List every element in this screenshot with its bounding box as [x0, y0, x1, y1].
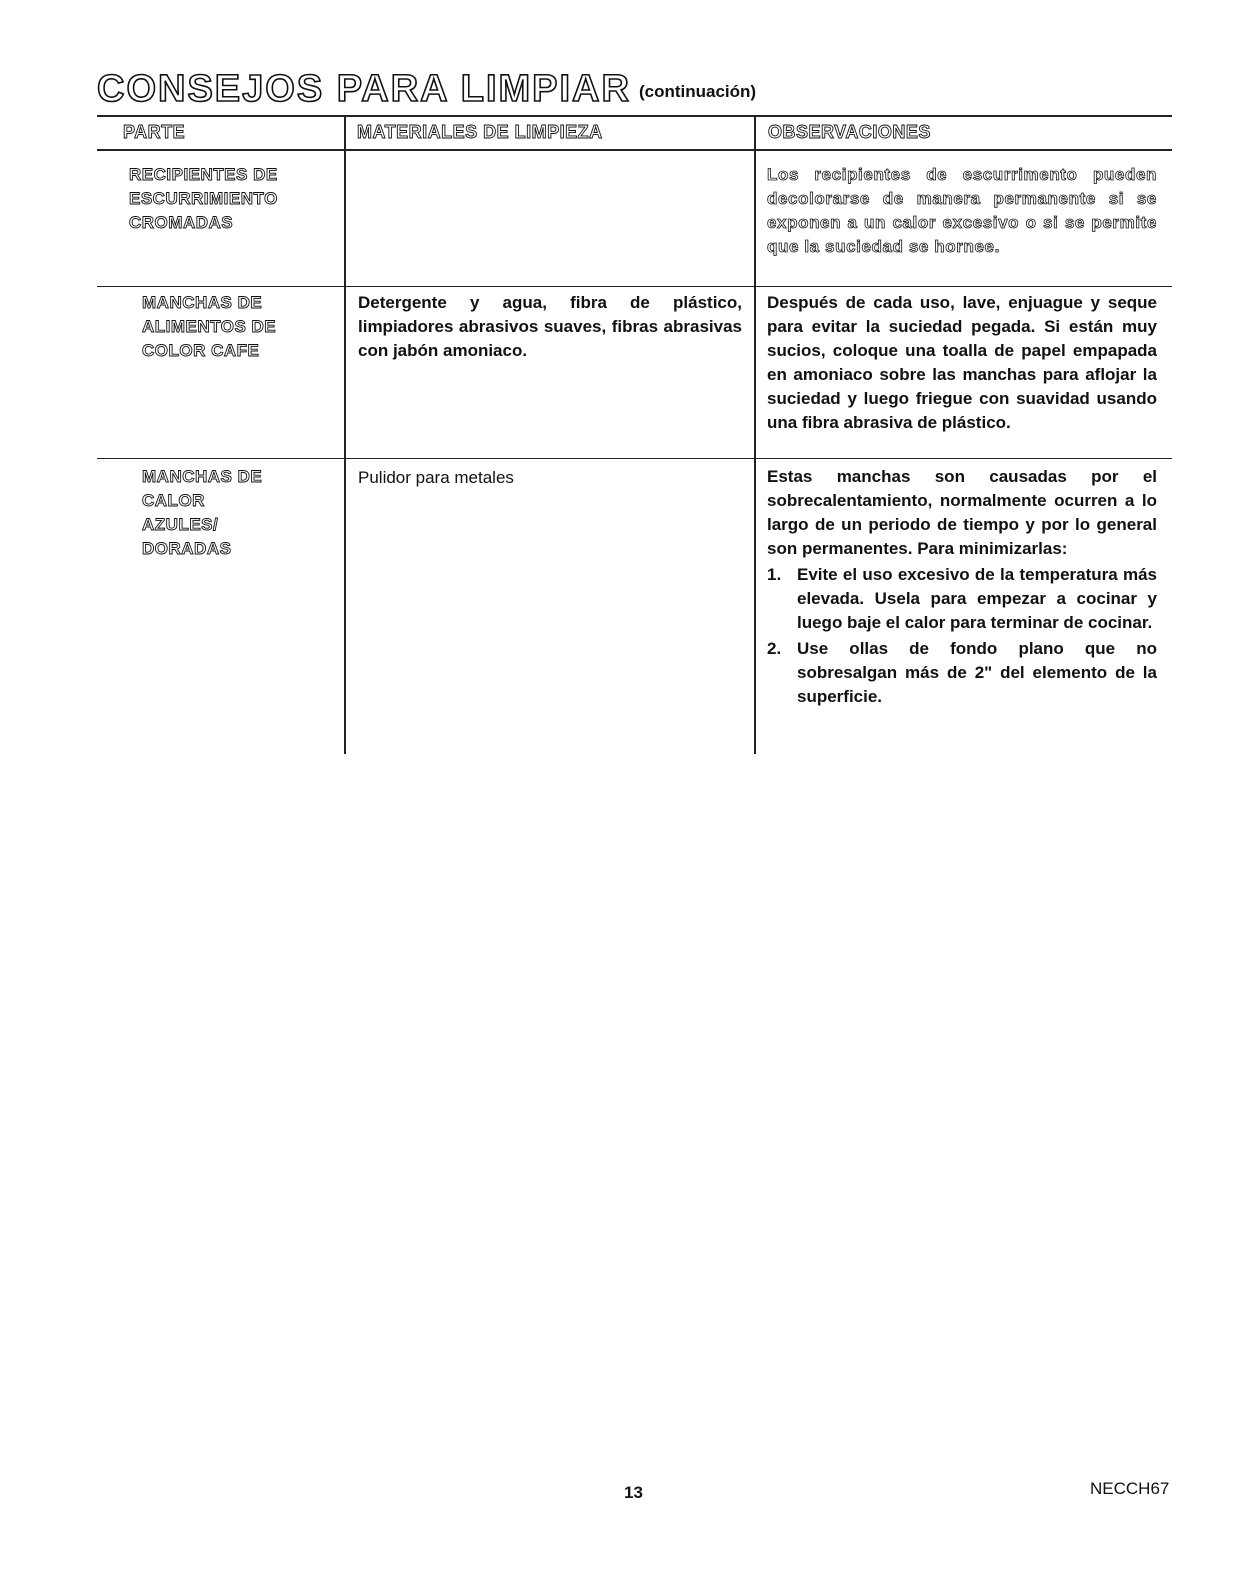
table-top-rule — [97, 115, 1172, 117]
row-1-part — [129, 163, 278, 235]
row-2-observations: Después de cada uso, lave, enjuague y seque para evitar la suciedad pegada. Si están muy sucios, coloque una toalla de papel empapada en amoniaco sobre las manchas para aflojar la suciedad y luego friegue con suavidad usando una fibra abrasiva de plástico. — [767, 293, 1157, 432]
page-title — [97, 68, 756, 111]
row-1-part-line: RECIPIENTES DE — [129, 165, 278, 184]
list-item — [767, 563, 1157, 635]
row-1-observations: Los recipientes de escurrimento pueden decolorarse de manera permanente si se exponen a un calor excesivo o si se permite que la suciedad se hornee. — [767, 165, 1157, 256]
list-item-text: Evite el uso excesivo de la temperatura más elevada. Usela para empezar a cocinar y luego baje el calor para terminar de cocinar. — [797, 565, 1157, 632]
list-item-text: Use ollas de fondo plano que no sobresalgan más de 2" del elemento de la superficie. — [797, 639, 1157, 706]
row-3-part-line: DORADAS — [142, 539, 232, 558]
header-materials: MATERIALES DE LIMPIEZA — [357, 122, 603, 142]
document-code: NECCH67 — [1090, 1479, 1170, 1498]
row-1-part-line: ESCURRIMIENTO — [129, 189, 278, 208]
row-3-part-line: MANCHAS DE — [142, 467, 263, 486]
row-3-part-line: CALOR — [142, 491, 205, 510]
row-2-part-line: ALIMENTOS DE — [142, 317, 277, 336]
row-1-part-line: CROMADAS — [129, 213, 234, 232]
row-3-observations — [767, 465, 1157, 709]
header-part: PARTE — [123, 122, 186, 142]
column-divider-1 — [344, 117, 346, 754]
row-3-part — [142, 465, 262, 561]
row-divider-2 — [97, 458, 1172, 459]
page-number: 13 — [624, 1483, 643, 1502]
list-item-number: 1. — [767, 565, 782, 584]
column-divider-2 — [754, 117, 756, 754]
title-continuation: (continuación) — [638, 82, 757, 101]
row-2-part-line: MANCHAS DE — [142, 293, 263, 312]
row-divider-1 — [97, 286, 1172, 287]
row-3-materials: Pulidor para metales — [358, 468, 514, 487]
title-main: CONSEJOS PARA LIMPIAR — [97, 68, 631, 110]
list-item-number: 2. — [767, 639, 782, 658]
row-2-materials: Detergente y agua, fibra de plástico, limpiadores abrasivos suaves, fibras abrasivas con jabón amoniaco. — [358, 293, 742, 360]
row-2-part — [142, 291, 276, 363]
row-3-part-line: AZULES/ — [142, 515, 219, 534]
row-2-part-line: COLOR CAFE — [142, 341, 260, 360]
header-observations: OBSERVACIONES — [768, 122, 931, 142]
list-item — [767, 637, 1157, 709]
table-header-rule — [97, 149, 1172, 151]
row-3-observations-intro: Estas manchas son causadas por el sobrecalentamiento, normalmente ocurren a lo largo de un periodo de tiempo y por lo general son permanentes. Para minimizarlas: — [767, 467, 1157, 558]
